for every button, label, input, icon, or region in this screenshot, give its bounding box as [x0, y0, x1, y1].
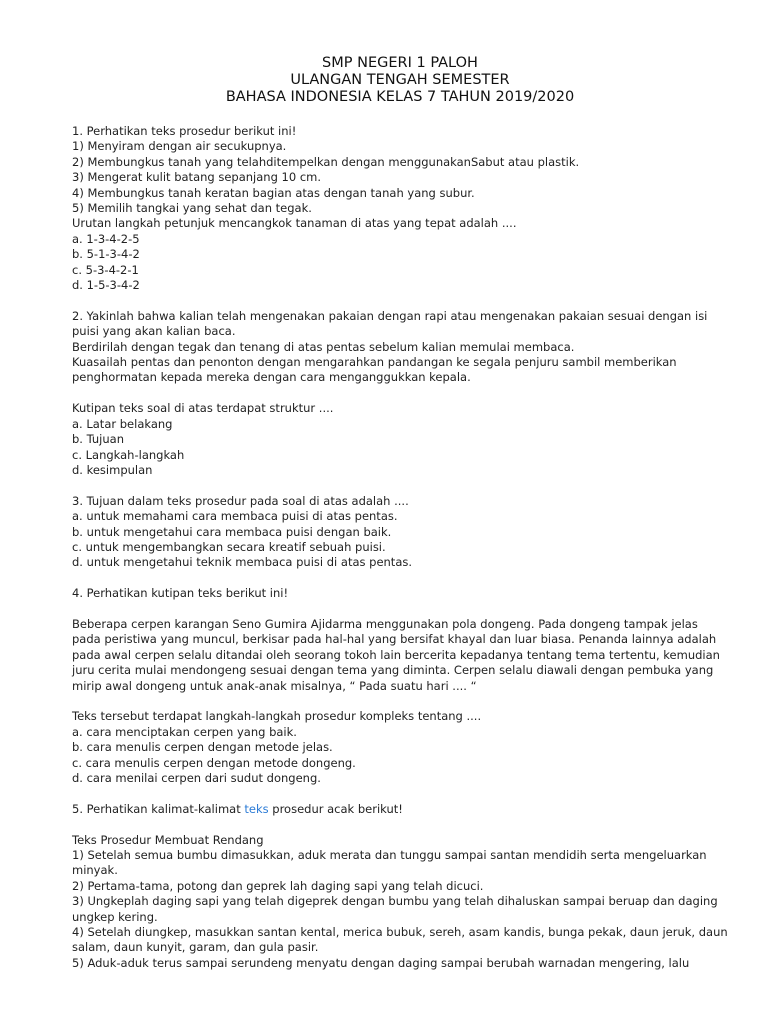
question-4 [72, 586, 728, 786]
teks-link[interactable]: teks [244, 801, 269, 816]
list-item: 4) Membungkus tanah keratan bagian atas dengan tanah yang subur. [72, 185, 475, 200]
exam-title: ULANGAN TENGAH SEMESTER [290, 72, 510, 88]
answer-option: d. untuk mengetahui teknik membaca puisi di atas pentas. [72, 555, 413, 570]
question-3 [72, 494, 728, 571]
answer-option: c. untuk mengembangkan secara kreatif sebuah puisi. [72, 539, 386, 554]
question-2 [72, 309, 728, 478]
question-prompt: 4. Perhatikan kutipan teks berikut ini! [72, 586, 289, 601]
question-text: Kutipan teks soal di atas terdapat struktur .... [72, 401, 334, 416]
list-item: 3) Ungkeplah daging sapi yang telah digeprek dengan bumbu yang telah dihaluskan sampai beruap dan daging ungkep kering. [72, 894, 718, 924]
answer-option: c. 5-3-4-2-1 [72, 262, 139, 277]
prompt-text: prosedur acak berikut! [268, 801, 403, 816]
question-text: Urutan langkah petunjuk mencangkok tanaman di atas yang tepat adalah .... [72, 216, 517, 231]
document-header [72, 55, 728, 106]
question-text: Kuasailah pentas dan penonton dengan mengarahkan pandangan ke segala penjuru sambil memberikan penghormatan kepada mereka dengan cara menganggukkan kepala. [72, 355, 677, 385]
answer-option: b. 5-1-3-4-2 [72, 247, 140, 262]
answer-option: b. Tujuan [72, 432, 124, 447]
question-text: 3. Tujuan dalam teks prosedur pada soal di atas adalah .... [72, 493, 409, 508]
question-prompt [72, 802, 728, 817]
answer-option: a. cara menciptakan cerpen yang baik. [72, 724, 297, 739]
list-item: 4) Setelah diungkep, masukkan santan kental, merica bubuk, sereh, asam kandis, bunga pekak, daun jeruk, daun salam, daun kunyit, garam, dan gula pasir. [72, 925, 728, 955]
procedure-title: Teks Prosedur Membuat Rendang [72, 832, 264, 847]
list-item: 3) Mengerat kulit batang sepanjang 10 cm. [72, 170, 322, 185]
question-text: 2. Yakinlah bahwa kalian telah mengenakan pakaian dengan rapi atau mengenakan pakaian sesuai dengan isi puisi yang akan kalian baca. [72, 308, 708, 339]
list-item: 1) Setelah semua bumbu dimasukkan, aduk merata dan tunggu sampai santan mendidih serta mengeluarkan minyak. [72, 847, 707, 878]
answer-option: d. 1-5-3-4-2 [72, 278, 140, 293]
answer-option: c. Langkah-langkah [72, 447, 185, 462]
answer-option: a. untuk memahami cara membaca puisi di atas pentas. [72, 509, 398, 524]
question-1 [72, 124, 728, 293]
reading-passage: Beberapa cerpen karangan Seno Gumira Ajidarma menggunakan pola dongeng. Pada dongeng tampak jelas pada peristiwa yang muncul, berkisar pada hal-hal yang bersifat khayal dan luar biasa. Penanda lainnya adalah pada awal cerpen selalu ditandai oleh seorang tokoh lain bercerita kepadanya tentang tema tertentu, kemudian juru cerita mulai mendongeng sesuai dengan tema yang diminta. Cerpen selalu diawali dengan pembuka yang mirip awal dongeng untuk anak-anak misalnya, “ Pada suatu hari .... “ [72, 616, 720, 693]
answer-option: d. kesimpulan [72, 462, 153, 477]
prompt-text: 5. Perhatikan kalimat-kalimat [72, 801, 245, 816]
list-item: 1) Menyiram dengan air secukupnya. [72, 139, 287, 154]
list-item: 5) Memilih tangkai yang sehat dan tegak. [72, 201, 312, 216]
list-item: 2) Pertama-tama, potong dan geprek lah daging sapi yang telah dicuci. [72, 878, 484, 893]
school-name: SMP NEGERI 1 PALOH [322, 55, 478, 71]
answer-option: c. cara menulis cerpen dengan metode dongeng. [72, 755, 356, 770]
question-text: Berdirilah dengan tegak dan tenang di atas pentas sebelum kalian memulai membaca. [72, 339, 575, 354]
answer-option: a. Latar belakang [72, 416, 173, 431]
answer-option: b. cara menulis cerpen dengan metode jelas. [72, 740, 333, 755]
subject-title: BAHASA INDONESIA KELAS 7 TAHUN 2019/2020 [225, 89, 575, 105]
answer-option: a. 1-3-4-2-5 [72, 231, 140, 246]
answer-option: b. untuk mengetahui cara membaca puisi dengan baik. [72, 524, 392, 539]
question-prompt: 1. Perhatikan teks prosedur berikut ini! [72, 124, 297, 138]
list-item: 5) Aduk-aduk terus sampai serundeng menyatu dengan daging sampai berubah warnadan mengering, lalu [72, 955, 690, 970]
question-5 [72, 802, 728, 971]
answer-option: d. cara menilai cerpen dari sudut dongeng. [72, 770, 321, 785]
list-item: 2) Membungkus tanah yang telahditempelkan dengan menggunakanSabut atau plastik. [72, 154, 580, 169]
question-text: Teks tersebut terdapat langkah-langkah prosedur kompleks tentang .... [72, 709, 482, 724]
